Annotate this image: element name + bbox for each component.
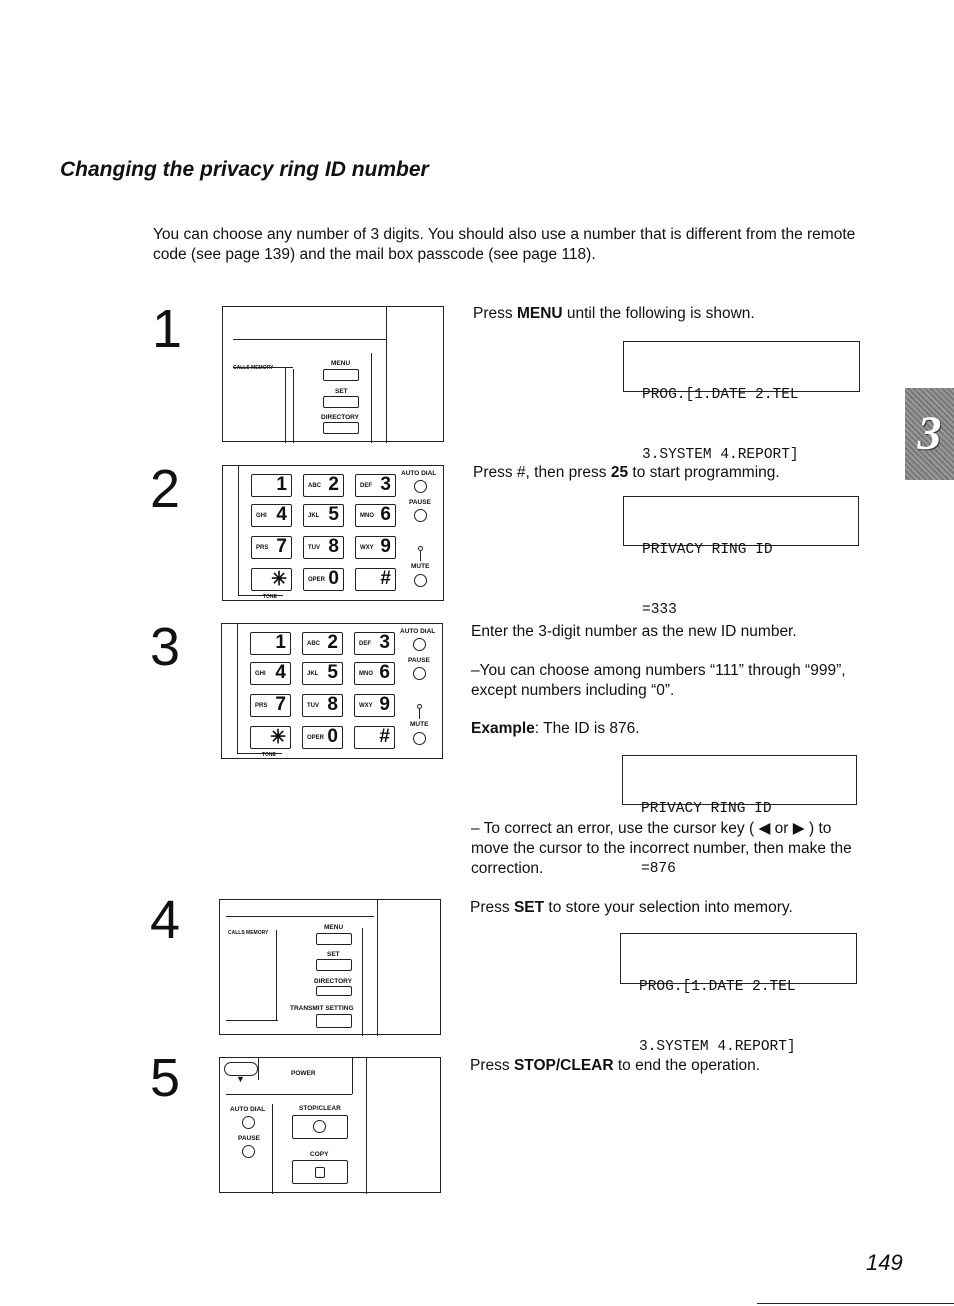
menu-panel-illustration <box>222 306 444 442</box>
keypad-key[interactable]: JKL 5 <box>303 504 344 527</box>
pause-label: PAUSE <box>409 499 431 506</box>
keypad-illustration <box>221 623 443 759</box>
page-title: Changing the privacy ring ID number <box>60 158 429 181</box>
menu-button[interactable] <box>316 933 352 945</box>
keypad-key[interactable]: ✳ <box>250 726 291 749</box>
directory-label: DIRECTORY <box>314 978 352 985</box>
stop-clear-button[interactable] <box>292 1115 348 1139</box>
keypad-key[interactable]: 1 <box>251 474 292 497</box>
keypad-illustration <box>222 465 444 601</box>
step-1-instruction: Press MENU until the following is shown. <box>473 305 755 322</box>
auto-dial-button[interactable] <box>414 480 427 493</box>
transmit-setting-button[interactable] <box>316 1014 352 1028</box>
keypad-key[interactable]: PRS 7 <box>251 536 292 559</box>
directory-button[interactable] <box>316 986 352 996</box>
set-label: SET <box>335 388 348 395</box>
set-button[interactable] <box>323 396 359 408</box>
auto-dial-label: AUTO DIAL <box>400 628 436 635</box>
set-button[interactable] <box>316 959 352 971</box>
pause-label: PAUSE <box>238 1135 260 1142</box>
menu-button[interactable] <box>323 369 359 381</box>
keypad-key[interactable]: TUV 8 <box>302 694 343 717</box>
keypad-key[interactable]: # <box>355 568 396 591</box>
step-3-correction-note: – To correct an error, use the cursor key ( ◀ or ▶ ) to move the cursor to the incorrect number, then make the correction. <box>471 820 852 877</box>
keypad-key[interactable]: DEF 3 <box>355 474 396 497</box>
step-5-instruction: Press STOP/CLEAR to end the operation. <box>470 1057 761 1074</box>
stop-clear-label: STOP/CLEAR <box>299 1105 341 1112</box>
keypad-key[interactable]: PRS 7 <box>250 694 291 717</box>
keypad-key[interactable]: # <box>354 726 395 749</box>
keypad-key[interactable]: 1 <box>250 632 291 655</box>
pause-label: PAUSE <box>408 657 430 664</box>
step-1-number: 1 <box>152 299 183 359</box>
pause-button[interactable] <box>242 1145 255 1158</box>
keypad-key[interactable]: TUV 8 <box>303 536 344 559</box>
keypad-key[interactable]: WXY 9 <box>355 536 396 559</box>
tone-label: TONE <box>262 752 276 758</box>
step-5-number: 5 <box>150 1048 181 1108</box>
copy-icon <box>315 1167 325 1178</box>
menu-label: MENU <box>324 924 344 931</box>
menu-label: MENU <box>331 360 351 367</box>
mute-button[interactable] <box>414 574 427 587</box>
step-3-instruction: Enter the 3-digit number as the new ID number. <box>471 623 797 640</box>
keypad-key[interactable]: DEF 3 <box>354 632 395 655</box>
step-4-number: 4 <box>150 890 181 950</box>
step-4-lcd-display: PROG.[1.DATE 2.TEL 3.SYSTEM 4.REPORT] <box>620 933 857 984</box>
copy-button[interactable] <box>292 1160 348 1184</box>
calls-memory-label: CALLS MEMORY <box>228 930 269 936</box>
keypad-key[interactable]: ✳ <box>251 568 292 591</box>
keypad-key[interactable]: JKL 5 <box>302 662 343 685</box>
chapter-tab-number: 3 <box>917 407 942 460</box>
step-3-range-note: –You can choose among numbers “111” through “999”, except numbers including “0”. <box>471 662 846 699</box>
step-3-example: Example: The ID is 876. <box>471 720 640 737</box>
calls-memory-label: CALLS MEMORY <box>233 365 274 371</box>
auto-dial-label: AUTO DIAL <box>401 470 437 477</box>
keypad-key[interactable]: OPER 0 <box>302 726 343 749</box>
keypad-key[interactable]: OPER 0 <box>303 568 344 591</box>
step-3-lcd-display: PRIVACY RING ID =876 <box>622 755 857 805</box>
transmit-setting-label: TRANSMIT SETTING <box>290 1005 354 1012</box>
step-4-instruction: Press SET to store your selection into memory. <box>470 899 793 916</box>
step-2-instruction: Press #, then press 25 to start programming. <box>473 464 780 481</box>
auto-dial-button[interactable] <box>242 1116 255 1129</box>
power-label: POWER <box>291 1070 316 1077</box>
keypad-key[interactable]: MNO 6 <box>355 504 396 527</box>
set-panel-illustration <box>219 899 441 1035</box>
tone-label: TONE <box>263 594 277 600</box>
keypad-key[interactable]: WXY 9 <box>354 694 395 717</box>
keypad-key[interactable]: GHI 4 <box>250 662 291 685</box>
power-arrow-icon: ▼ <box>236 1074 245 1084</box>
mute-label: MUTE <box>411 563 430 570</box>
keypad-key[interactable]: ABC 2 <box>303 474 344 497</box>
stop-icon <box>313 1120 326 1133</box>
pause-button[interactable] <box>413 667 426 680</box>
pause-button[interactable] <box>414 509 427 522</box>
intro-paragraph: You can choose any number of 3 digits. You should also use a number that is different from the remote code (see page 139) and the mail box passcode (see page 118). <box>153 226 856 263</box>
copy-label: COPY <box>310 1151 329 1158</box>
auto-dial-button[interactable] <box>413 638 426 651</box>
directory-button[interactable] <box>323 422 359 434</box>
directory-label: DIRECTORY <box>321 414 359 421</box>
step-2-number: 2 <box>150 459 181 519</box>
set-label: SET <box>327 951 340 958</box>
keypad-key[interactable]: MNO 6 <box>354 662 395 685</box>
auto-dial-label: AUTO DIAL <box>230 1106 266 1113</box>
keypad-key[interactable]: GHI 4 <box>251 504 292 527</box>
chapter-tab <box>905 388 954 480</box>
mute-label: MUTE <box>410 721 429 728</box>
page-number: 149 <box>866 1250 903 1275</box>
step-1-lcd-display: PROG.[1.DATE 2.TEL 3.SYSTEM 4.REPORT] <box>623 341 860 392</box>
step-2-lcd-display: PRIVACY RING ID =333 <box>623 496 859 546</box>
keypad-key[interactable]: ABC 2 <box>302 632 343 655</box>
step-3-number: 3 <box>150 617 181 677</box>
stop-clear-panel-illustration <box>219 1057 441 1193</box>
mute-button[interactable] <box>413 732 426 745</box>
